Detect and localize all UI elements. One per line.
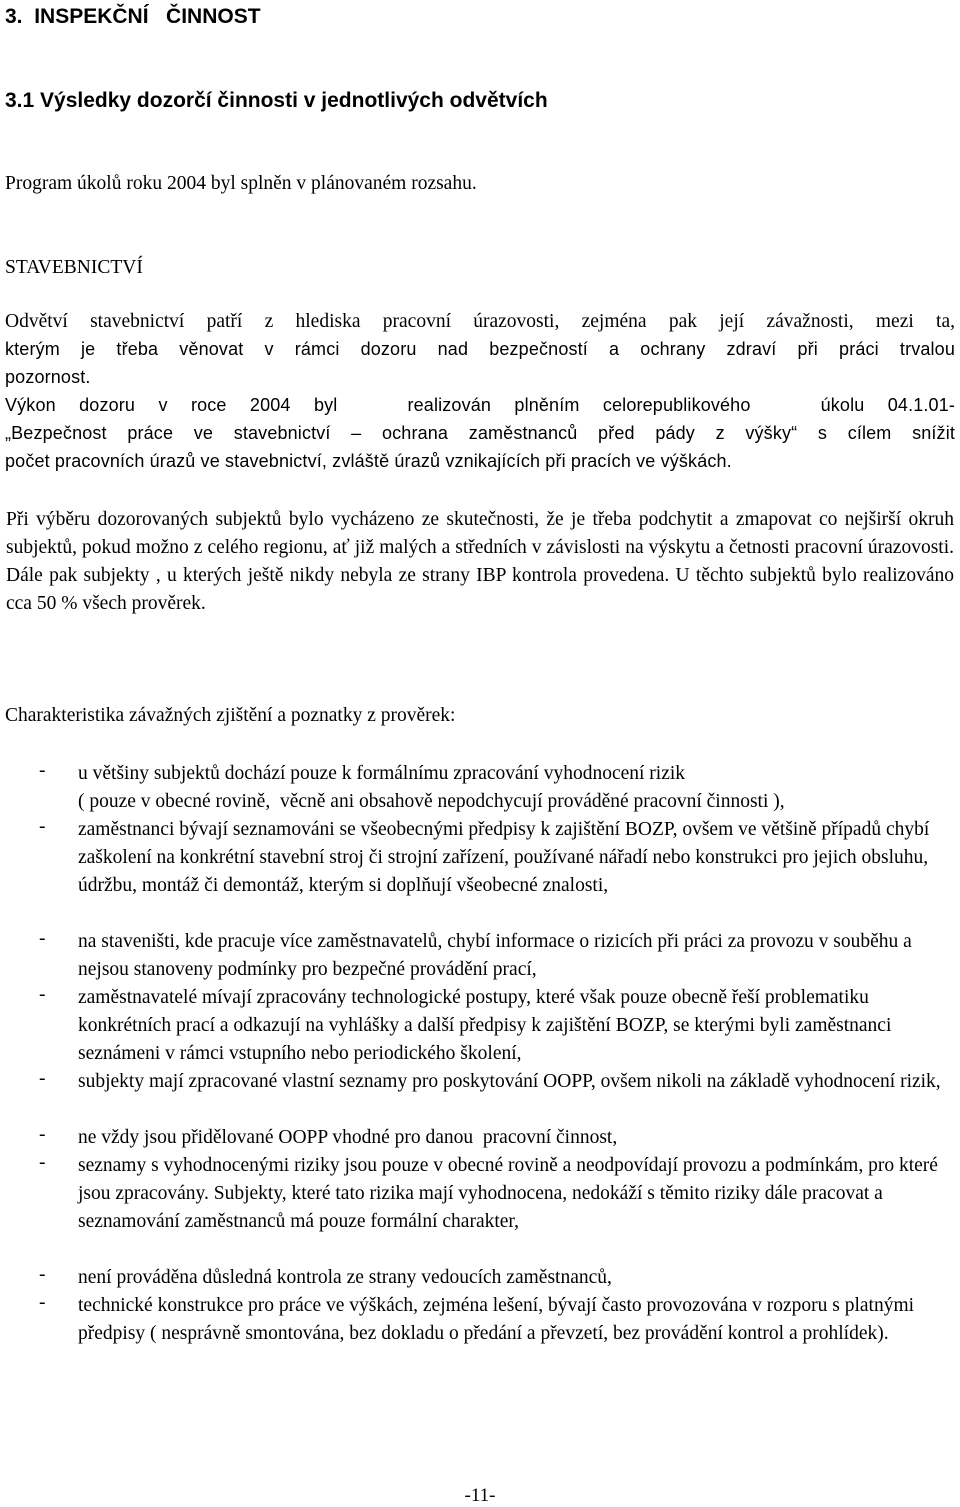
para1-line3: pozornost. (5, 367, 91, 387)
list-item-text: technické konstrukce pro práce ve výškách, zejména lešení, bývají často provozována v rozporu s platnými předpisy ( nesprávně smontována, bez dokladu o předání a převzetí, bez provádění kontrol a prohlídek). (78, 1295, 915, 1344)
list-item-line2: ( pouze v obecné rovině, věcně ani obsahově nepodchycují prováděné pracovní činnosti ), (78, 791, 785, 812)
characteristics-title: Charakteristika závažných zjištění a poznatky z prověrek: (5, 705, 456, 726)
page-number: -11- (464, 1485, 496, 1506)
list-item-text: ne vždy jsou přidělované OOPP vhodné pro danou pracovní činnost, (78, 1127, 618, 1148)
para3: Při výběru dozorovaných subjektů bylo vycházeno ze skutečnosti, že je třeba podchytit a zmapovat co nejširší okruh subjektů, pokud možno z celého regionu, ať již malých a středních v závislosti na výskytu a četnosti pracovní úrazovosti. Dále pak subjekty , u kterých ještě nikdy nebyla ze strany IBP kontrola provedena. U těchto subjektů bylo realizováno cca 50 % všech prověrek. (6, 509, 954, 614)
para2-line2: „Bezpečnost práce ve stavebnictví – ochrana zaměstnanců před pády z výšky“ s cílem snížit (5, 423, 955, 443)
list-dash: - (39, 984, 46, 1005)
list-dash: - (39, 760, 46, 781)
list-item-text: zaměstnanci bývají seznamováni se všeobecnými předpisy k zajištění BOZP, ovšem ve většině případů chybí zaškolení na konkrétní stavební stroj či strojní zařízení, používané nářadí nebo konstrukci pro jejich obsluhu, údržbu, montáž či demontáž, kterým si doplňují všeobecné znalosti, (78, 819, 930, 896)
list-item-line1: u většiny subjektů dochází pouze k formálnímu zpracování vyhodnocení rizik (78, 763, 686, 784)
para2-line3: počet pracovních úrazů ve stavebnictví, zvláště úrazů vznikajících při pracích ve výškách. (5, 451, 732, 471)
para1-line2: kterým je třeba věnovat v rámci dozoru nad bezpečností a ochrany zdraví při práci trvalou (5, 339, 955, 359)
list-dash: - (39, 816, 46, 837)
list-item-text: subjekty mají zpracované vlastní seznamy pro poskytování OOPP, ovšem nikoli na základě vyhodnocení rizik, (78, 1071, 941, 1092)
list-dash: - (39, 1068, 46, 1089)
chapter-title: INSPEKČNÍ ČINNOST (34, 5, 261, 28)
para1-line1: Odvětví stavebnictví patří z hlediska pracovní úrazovosti, zejména pak její závažnosti, mezi ta, (5, 311, 955, 332)
section-subheading: 3.1 Výsledky dozorčí činnosti v jednotlivých odvětvích (5, 89, 548, 112)
list-item-text: seznamy s vyhodnocenými riziky jsou pouze v obecné rovině a neodpovídají provozu a podmínkám, pro které jsou zpracovány. Subjekty, které tato rizika mají vyhodnocena, nedokáží s těmito riziky dále pracovat a seznamování zaměstnanců má pouze formální charakter, (78, 1155, 938, 1232)
intro-text: Program úkolů roku 2004 byl splněn v plánovaném rozsahu. (5, 173, 477, 194)
chapter-heading (5, 5, 261, 29)
list-dash: - (39, 1124, 46, 1145)
list-dash: - (39, 928, 46, 949)
list-item-text: zaměstnavatelé mívají zpracovány technologické postupy, které však pouze obecně řeší problematiku konkrétních prací a odkazují na vyhlášky a další předpisy k zajištění BOZP, se kterými byli zaměstnanci seznámeni v rámci vstupního nebo periodického školení, (78, 987, 892, 1064)
chapter-number: 3. (5, 5, 23, 28)
para2-line1: Výkon dozoru v roce 2004 byl realizován plněním celorepublikového úkolu 04.1.01- (5, 395, 955, 415)
list-dash: - (39, 1264, 46, 1285)
list-item-text: není prováděna důsledná kontrola ze strany vedoucích zaměstnanců, (78, 1267, 612, 1288)
list-item-text: na staveništi, kde pracuje více zaměstnavatelů, chybí informace o rizicích při práci za provozu v souběhu a nejsou stanoveny podmínky pro bezpečné provádění prací, (78, 931, 912, 980)
list-dash: - (39, 1292, 46, 1313)
section-title: STAVEBNICTVÍ (5, 257, 143, 278)
list-dash: - (39, 1152, 46, 1173)
